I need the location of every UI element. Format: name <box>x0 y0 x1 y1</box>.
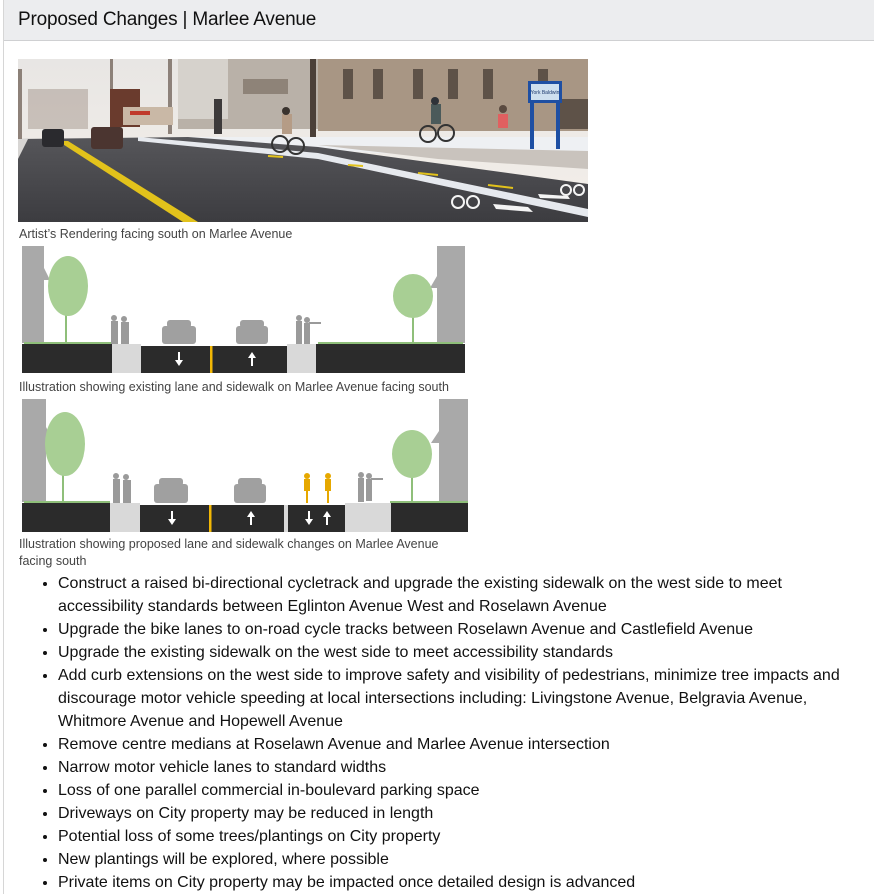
car-northbound <box>236 320 268 344</box>
proposed-cross-section-illustration <box>18 399 468 532</box>
list-item: • Narrow motor vehicle lanes to standard widths <box>58 756 868 779</box>
car-northbound <box>234 478 266 503</box>
list-item: • Upgrade the existing sidewalk on the west side to meet accessibility standards <box>58 641 868 664</box>
list-item: • Remove centre medians at Roselawn Avenue and Marlee Avenue intersection <box>58 733 868 756</box>
list-item: • Loss of one parallel commercial in-boulevard parking space <box>58 779 868 802</box>
list-item: • Construct a raised bi-directional cycletrack and upgrade the existing sidewalk on the west side to meet accessibility standards between Eglinton Avenue West and Roselawn Avenue <box>58 572 868 618</box>
existing-cross-section-illustration <box>18 246 465 373</box>
centerline <box>210 346 213 373</box>
photo-caption: Artist’s Rendering facing south on Marlee Avenue <box>19 227 293 241</box>
car <box>42 129 64 147</box>
road-lanes <box>141 346 287 373</box>
panel-title: Proposed Changes | Marlee Avenue <box>18 9 317 30</box>
road-lanes <box>140 505 284 532</box>
sidewalk-left <box>110 503 140 532</box>
artist-rendering-image <box>18 59 588 222</box>
list-item: • Private items on City property may be impacted once detailed design is advanced <box>58 871 868 894</box>
list-item: • Driveways on City property may be reduced in length <box>58 802 868 825</box>
cycletrack <box>288 505 345 532</box>
list-item: • New plantings will be explored, where possible <box>58 848 868 871</box>
sign-text: York Baldwin <box>530 90 560 96</box>
boulevard-left <box>22 503 110 532</box>
boulevard-left <box>22 344 112 373</box>
boulevard-right <box>391 503 468 532</box>
existing-caption: Illustration showing existing lane and sidewalk on Marlee Avenue facing south <box>19 380 449 394</box>
proposed-caption: Illustration showing proposed lane and sidewalk changes on Marlee Avenue facing south <box>19 537 439 568</box>
list-item: • Add curb extensions on the west side to improve safety and visibility of pedestrians, minimize tree impacts and discourage motor vehicle speeding at local intersections including: Livingstone Avenue, Belgravia Avenue, Whitmore Avenue and Hopewell Avenue <box>58 664 868 733</box>
boulevard-right <box>316 344 465 373</box>
car-southbound <box>162 320 196 344</box>
sidewalk-left <box>112 344 141 373</box>
sidewalk-right <box>345 503 391 532</box>
buffer <box>284 505 288 532</box>
car-southbound <box>154 478 188 503</box>
panel-header[interactable] <box>4 0 874 41</box>
sidewalk-right <box>287 344 316 373</box>
list-item: • Upgrade the bike lanes to on-road cycle tracks between Roselawn Avenue and Castlefield Avenue <box>58 618 868 641</box>
car <box>91 127 123 149</box>
proposed-changes-list <box>38 572 868 894</box>
list-item: • Potential loss of some trees/plantings on City property <box>58 825 868 848</box>
centerline <box>209 505 212 532</box>
